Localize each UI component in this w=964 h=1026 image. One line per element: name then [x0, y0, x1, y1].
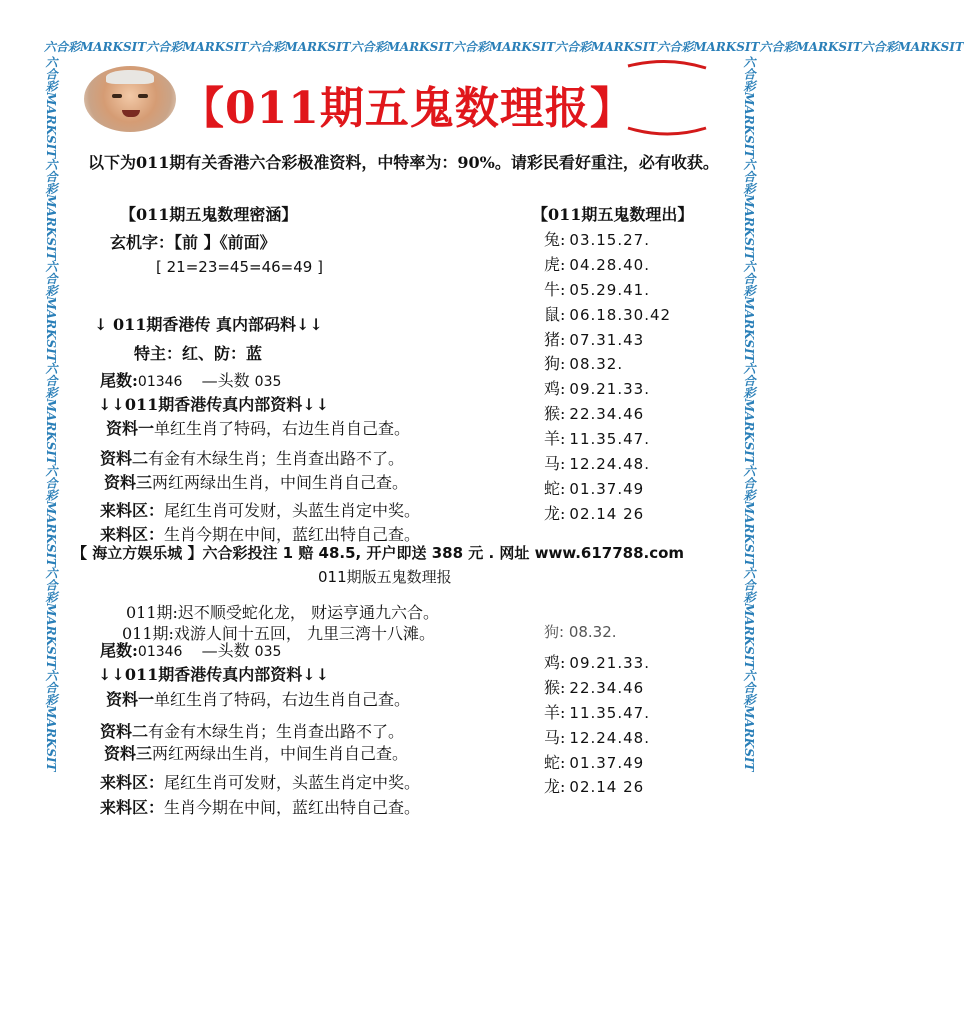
material-label: 来料区：	[100, 798, 165, 817]
section-subtitle: 011期版五鬼数理报	[318, 568, 452, 586]
tail-value: 01346	[137, 374, 183, 390]
left-section-title: 【011期五鬼数理密涵】	[120, 205, 298, 224]
partial-zodiac-row: 狗: 08.32.	[544, 623, 617, 641]
material-row	[106, 416, 410, 439]
zodiac-row: 猪: 07.31.43	[544, 329, 645, 349]
watermark-border-right: 六合彩MARKSIT六合彩MARKSIT六合彩MARKSIT六合彩MARKSIT六合彩MARKSIT六合彩MARKSIT六合彩MARKSIT	[742, 56, 756, 772]
formula-line: [ 21=23=45=46=49 ]	[156, 258, 323, 276]
material-label: 来料区：	[100, 501, 165, 520]
material-row	[100, 446, 404, 469]
head-value: 035	[254, 374, 282, 390]
watermark-border-top: 六合彩MARKSIT六合彩MARKSIT六合彩MARKSIT六合彩MARKSIT六合彩MARKSIT六合彩MARKSIT六合彩MARKSIT六合彩MARKSIT六合彩MARKSIT	[44, 40, 964, 54]
material-label: 资料一	[106, 419, 155, 438]
head-label: —头数	[201, 371, 250, 390]
material-text: 单红生肖了特码，右边生肖自己查。	[154, 419, 411, 438]
right-section-title: 【011期五鬼数理出】	[532, 205, 694, 224]
zodiac-row: 马: 12.24.48.	[544, 727, 650, 747]
zodiac-row: 鸡: 09.21.33.	[544, 379, 650, 399]
head-value: 035	[254, 644, 282, 660]
zodiac-row: 龙: 02.14 26	[544, 503, 645, 523]
intro-text: 以下为011期有关香港六合彩极准资料，中特率为：90%。请彩民看好重注，必有收获。	[88, 153, 719, 172]
zodiac-list-second	[544, 651, 734, 800]
tail-head-line	[100, 638, 281, 661]
insider-title-2: ↓↓011期香港传真内部资料↓↓	[98, 395, 330, 414]
page-title: 【011期五鬼数理报】	[180, 83, 635, 134]
zodiac-row: 鼠: 06.18.30.42	[544, 304, 672, 324]
material-label: 资料三	[104, 744, 153, 763]
material-label: 资料一	[106, 690, 155, 709]
zodiac-row: 蛇: 01.37.49	[544, 752, 645, 772]
watermark-border-left: 六合彩MARKSIT六合彩MARKSIT六合彩MARKSIT六合彩MARKSIT六合彩MARKSIT六合彩MARKSIT六合彩MARKSIT	[44, 56, 58, 772]
zodiac-row: 马: 12.24.48.	[544, 454, 650, 474]
material-text: 两红两绿出生肖，中间生肖自己查。	[152, 473, 409, 492]
tail-head-line	[100, 368, 281, 391]
riddle-value: 【前 】《前面》	[174, 233, 276, 252]
head-label: —头数	[201, 641, 250, 660]
material-label: 来料区：	[100, 773, 165, 792]
poem-line: 011期:戏游人间十五回， 九里三湾十八滩。	[122, 624, 436, 643]
zodiac-row: 猴: 22.34.46	[544, 677, 645, 697]
material-text: 生肖今期在中间，蓝红出特自己查。	[164, 798, 421, 817]
poem-line: 011期:迟不顺受蛇化龙， 财运亨通九六合。	[126, 603, 440, 622]
material-text: 生肖今期在中间，蓝红出特自己查。	[164, 525, 421, 544]
tail-value: 01346	[137, 644, 183, 660]
ad-banner: 【 海立方娱乐城 】六合彩投注 1 赔 48.5, 开户即送 388 元 . 网址 www.617788.com	[72, 544, 685, 562]
material-row	[104, 470, 408, 493]
material-text: 尾红生肖可发财，头蓝生肖定中奖。	[164, 773, 421, 792]
zodiac-row: 虎: 04.28.40.	[544, 254, 650, 274]
zodiac-row: 猴: 22.34.46	[544, 404, 645, 424]
material-row	[100, 770, 420, 793]
zodiac-row: 羊: 11.35.47.	[544, 702, 650, 722]
tail-label: 尾数:	[100, 641, 138, 660]
zodiac-row: 兔: 03.15.27.	[544, 230, 650, 249]
insider-title: ↓ 011期香港传 真内部码料↓↓	[94, 315, 323, 334]
zodiac-row: 蛇: 01.37.49	[544, 478, 645, 498]
material-row	[104, 741, 408, 764]
zodiac-row: 鸡: 09.21.33.	[544, 653, 650, 672]
material-row	[100, 719, 404, 742]
zodiac-row: 牛: 05.29.41.	[544, 279, 650, 299]
insider-title-2: ↓↓011期香港传真内部资料↓↓	[98, 665, 330, 684]
material-label: 资料三	[104, 473, 153, 492]
zodiac-list	[544, 228, 734, 527]
zodiac-row: 狗: 08.32.	[544, 354, 624, 374]
material-row	[106, 687, 410, 710]
riddle-line	[110, 230, 276, 253]
special-line: 特主：红、防：蓝	[134, 344, 263, 363]
red-swoosh-decoration	[624, 58, 710, 138]
riddle-label: 玄机字：	[110, 233, 175, 252]
material-row	[100, 498, 420, 521]
material-text: 单红生肖了特码，右边生肖自己查。	[154, 690, 411, 709]
tail-label: 尾数:	[100, 371, 138, 390]
material-text: 有金有木绿生肖；生肖查出路不了。	[148, 449, 405, 468]
zodiac-row: 羊: 11.35.47.	[544, 429, 650, 449]
material-label: 来料区：	[100, 525, 165, 544]
material-label: 资料二	[100, 449, 149, 468]
material-label: 资料二	[100, 722, 149, 741]
material-text: 尾红生肖可发财，头蓝生肖定中奖。	[164, 501, 421, 520]
zodiac-row: 龙: 02.14 26	[544, 777, 645, 797]
material-row	[100, 795, 420, 818]
portrait-avatar	[84, 66, 176, 132]
material-text: 有金有木绿生肖；生肖查出路不了。	[148, 722, 405, 741]
material-text: 两红两绿出生肖，中间生肖自己查。	[152, 744, 409, 763]
